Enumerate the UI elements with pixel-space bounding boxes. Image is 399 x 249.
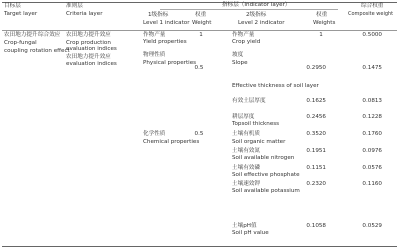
level1-en: Chemical properties bbox=[143, 139, 200, 145]
level2-cn: 作物产量 bbox=[232, 32, 255, 38]
header-criteria-cn: 准则层 bbox=[66, 3, 83, 9]
header-target-en: Target layer bbox=[4, 11, 38, 17]
level2-weight: 0.1058 bbox=[306, 223, 326, 229]
header-weight1-cn: 权重 bbox=[195, 12, 207, 18]
level2-weight: 0.3520 bbox=[306, 131, 326, 137]
criteria-en2: evaluation indices bbox=[66, 46, 117, 52]
level2-en: Crop yield bbox=[232, 39, 261, 45]
level2-weight: 1 bbox=[319, 32, 323, 38]
composite-weight: 0.1160 bbox=[362, 181, 382, 187]
criteria-cn: 农田地力提升效应 bbox=[66, 32, 111, 38]
composite-weight: 0.0813 bbox=[362, 98, 382, 104]
header-level2-en: Level 2 indicator bbox=[238, 20, 285, 26]
criteria-cn2: 农田地力提升效应 bbox=[66, 54, 111, 60]
composite-weight: 0.0976 bbox=[362, 148, 382, 154]
level2-weight: 0.1951 bbox=[306, 148, 326, 154]
header-indicator: 指标层（Indicator layer） bbox=[222, 2, 291, 8]
level2-cn: 土壤速效钾 bbox=[232, 181, 260, 187]
header-level1-cn: 1级指标 bbox=[148, 12, 169, 18]
header-level2-cn: 2级指标 bbox=[246, 12, 267, 18]
level2-cn: 土壤pH值 bbox=[232, 223, 257, 229]
level2-cn: 土壤有效氮 bbox=[232, 148, 260, 154]
level2-weight: 0.2456 bbox=[306, 114, 326, 120]
header-composite-cn: 综合权重 bbox=[361, 3, 384, 9]
header-composite-en: Composite weight bbox=[348, 11, 394, 17]
composite-weight: 0.1760 bbox=[362, 131, 382, 137]
target-en1: Crop-fungal bbox=[4, 40, 37, 46]
level2-cn: 土壤有效磷 bbox=[232, 165, 260, 171]
composite-weight: 0.1228 bbox=[362, 114, 382, 120]
level2-weight: 0.1625 bbox=[306, 98, 326, 104]
level2-cn: 土壤有机质 bbox=[232, 131, 260, 137]
target-en2: coupling bbox=[4, 48, 28, 54]
level2-en: Soil available potassium bbox=[232, 188, 300, 194]
target-cn2: 综合效应 bbox=[38, 32, 61, 38]
composite-weight: 0.1475 bbox=[362, 65, 382, 71]
level1-weight: 0.5 bbox=[194, 65, 204, 71]
level1-en: Physical properties bbox=[143, 60, 197, 66]
level2-cn: 坡度 bbox=[232, 52, 244, 58]
level2-cn: 有效土层厚度 bbox=[232, 98, 266, 104]
header-level1-en: Level 1 indicator bbox=[143, 20, 190, 26]
level2-en: Soil pH value bbox=[232, 230, 269, 236]
level1-en: Yield properties bbox=[143, 39, 187, 45]
bottom-rule bbox=[2, 246, 397, 247]
header-weight1-en: Weight bbox=[192, 20, 212, 26]
level1-weight: 0.5 bbox=[194, 131, 204, 137]
level2-en: Soil available nitrogen bbox=[232, 155, 295, 161]
header-target-cn: 目标层 bbox=[4, 3, 21, 9]
level1-cn: 作物产量 bbox=[143, 32, 166, 38]
composite-weight: 0.5000 bbox=[362, 32, 382, 38]
indicator-underline bbox=[160, 9, 338, 10]
criteria-en1: Crop production bbox=[66, 40, 111, 46]
header-criteria-en: Criteria layer bbox=[66, 11, 103, 17]
level2-en: Soil organic matter bbox=[232, 139, 286, 145]
level2-en: Slope bbox=[232, 60, 248, 66]
level1-weight: 1 bbox=[199, 32, 203, 38]
composite-weight: 0.0529 bbox=[362, 223, 382, 229]
level2-en: Topsoil thickness bbox=[232, 121, 280, 127]
composite-weight: 0.0576 bbox=[362, 165, 382, 171]
level1-cn: 物理性质 bbox=[143, 52, 166, 58]
criteria-en3: evaluation indices bbox=[66, 61, 117, 67]
level2-en: Soil effective phosphate bbox=[232, 172, 300, 178]
level2-weight: 0.2950 bbox=[306, 65, 326, 71]
header-weight2-en: Weights bbox=[313, 20, 336, 26]
target-en3: rotation effect bbox=[30, 48, 70, 54]
level2-weight: 0.1151 bbox=[306, 165, 326, 171]
level1-cn: 化学性质 bbox=[143, 131, 166, 137]
target-cn: 农田地力提升 bbox=[4, 32, 38, 38]
top-rule bbox=[2, 2, 397, 3]
level2-en: Effective thickness of soil layer bbox=[232, 83, 319, 89]
level2-cn: 耕层厚度 bbox=[232, 114, 255, 120]
header-weight2-cn: 权重 bbox=[316, 12, 328, 18]
level2-weight: 0.2320 bbox=[306, 181, 326, 187]
header-rule bbox=[2, 30, 397, 31]
